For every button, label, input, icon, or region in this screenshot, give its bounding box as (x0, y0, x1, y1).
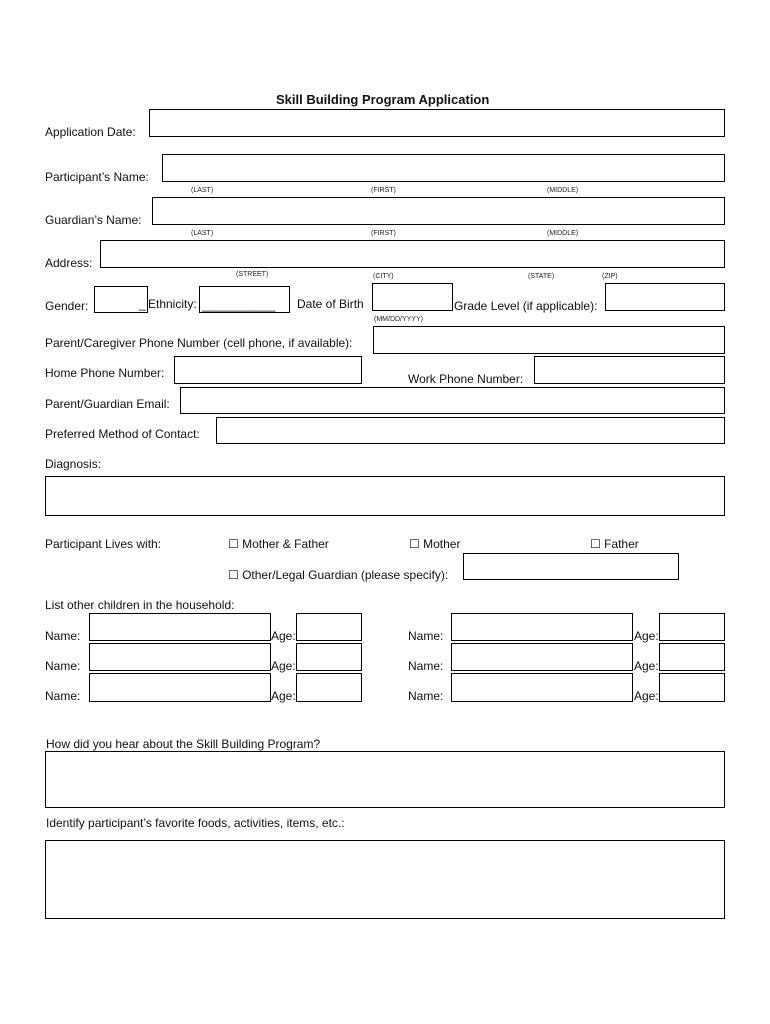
participant-last-caption: (LAST) (191, 187, 214, 194)
child2-age-field[interactable] (659, 613, 725, 641)
participant-name-field[interactable] (162, 154, 725, 182)
dob-format-caption: (MM/DD/YYYY) (374, 316, 423, 323)
guardian-middle-caption: (MIDDLE) (547, 230, 579, 237)
other-guardian-field[interactable] (463, 553, 679, 580)
lives-father-checkbox[interactable]: ☐ Father (590, 537, 639, 551)
diagnosis-field[interactable] (45, 476, 725, 516)
guardian-name-label: Guardian’s Name: (45, 213, 142, 227)
city-caption: (CITY) (373, 273, 394, 280)
child4-age-field[interactable] (659, 643, 725, 671)
lives-other-checkbox[interactable]: ☐ Other/Legal Guardian (please specify): (228, 568, 449, 582)
participant-middle-caption: (MIDDLE) (547, 187, 579, 194)
gender-label: Gender: (45, 299, 89, 313)
street-caption: (STREET) (236, 271, 269, 278)
child2-age-label: Age: (634, 629, 659, 643)
application-date-label: Application Date: (45, 125, 136, 139)
lives-mother-checkbox[interactable]: ☐ Mother (409, 537, 461, 551)
zip-caption: (ZIP) (602, 273, 618, 280)
child4-name-field[interactable] (451, 643, 633, 671)
guardian-name-field[interactable] (152, 197, 725, 225)
email-label: Parent/Guardian Email: (45, 397, 170, 411)
child6-name-field[interactable] (451, 673, 633, 702)
child2-name-field[interactable] (451, 613, 633, 641)
child3-age-field[interactable] (296, 643, 362, 671)
participant-name-label: Participant’s Name: (45, 170, 149, 184)
child4-name-label: Name: (408, 659, 444, 673)
child4-age-label: Age: (634, 659, 659, 673)
state-caption: (STATE) (528, 273, 555, 280)
grade-label: Grade Level (if applicable): (454, 299, 598, 313)
participant-first-caption: (FIRST) (371, 187, 396, 194)
hear-about-label: How did you hear about the Skill Building Program? (46, 737, 321, 751)
child5-name-field[interactable] (89, 673, 271, 702)
home-phone-label: Home Phone Number: (45, 366, 165, 380)
child1-name-field[interactable] (89, 613, 271, 641)
address-field[interactable] (100, 240, 725, 268)
gender-underscore: _ (139, 297, 146, 311)
contact-method-label: Preferred Method of Contact: (45, 427, 200, 441)
application-date-field[interactable] (149, 109, 725, 137)
hear-about-field[interactable] (45, 751, 725, 808)
child5-age-field[interactable] (296, 673, 362, 702)
child1-age-label: Age: (271, 629, 296, 643)
favorites-field[interactable] (45, 840, 725, 919)
parent-phone-label: Parent/Caregiver Phone Number (cell phone, if available): (45, 336, 353, 350)
page-title: Skill Building Program Application (276, 92, 490, 107)
parent-phone-field[interactable] (373, 326, 725, 354)
guardian-first-caption: (FIRST) (371, 230, 396, 237)
ethnicity-label: Ethnicity: (148, 297, 197, 311)
child3-name-label: Name: (45, 659, 81, 673)
contact-method-field[interactable] (216, 417, 725, 444)
child2-name-label: Name: (408, 629, 444, 643)
email-field[interactable] (180, 387, 725, 414)
child6-age-field[interactable] (659, 673, 725, 702)
child6-age-label: Age: (634, 689, 659, 703)
grade-field[interactable] (605, 283, 725, 311)
child3-name-field[interactable] (89, 643, 271, 671)
favorites-label: Identify participant’s favorite foods, activities, items, etc.: (46, 816, 345, 830)
lives-with-label: Participant Lives with: (45, 537, 162, 551)
dob-label: Date of Birth (297, 297, 364, 311)
child5-name-label: Name: (45, 689, 81, 703)
other-children-label: List other children in the household: (45, 598, 235, 612)
child5-age-label: Age: (271, 689, 296, 703)
child1-name-label: Name: (45, 629, 81, 643)
ethnicity-underscores: ___________ (202, 298, 276, 312)
child1-age-field[interactable] (296, 613, 362, 641)
child3-age-label: Age: (271, 659, 296, 673)
child6-name-label: Name: (408, 689, 444, 703)
lives-mother-father-checkbox[interactable]: ☐ Mother & Father (228, 537, 329, 551)
work-phone-field[interactable] (534, 356, 725, 384)
dob-field[interactable] (372, 283, 453, 311)
address-label: Address: (45, 256, 93, 270)
diagnosis-label: Diagnosis: (45, 457, 102, 471)
work-phone-label: Work Phone Number: (408, 372, 524, 386)
guardian-last-caption: (LAST) (191, 230, 214, 237)
home-phone-field[interactable] (174, 356, 362, 384)
